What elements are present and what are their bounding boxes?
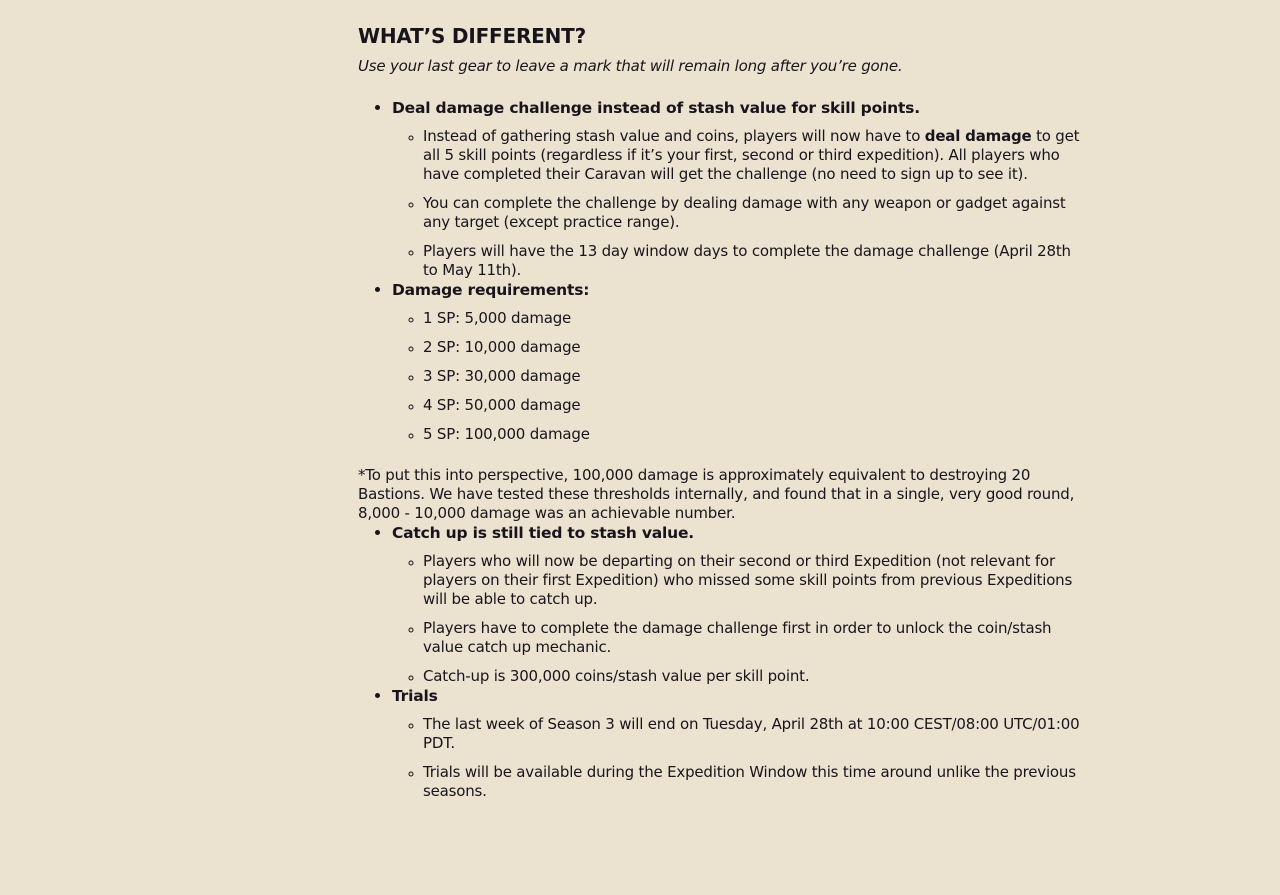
perspective-note: *To put this into perspective, 100,000 damage is approximately equivalent to destroying 20 Bastions. We have tested these thresholds internally, and found that in a single, very good round, 8,000 - 10,000 damage was an achievable number. (358, 466, 1075, 522)
sub-list-item: ◦ 1 SP: 5,000 damage (423, 309, 1083, 328)
sub-list-item: ◦ Players have to complete the damage challenge first in order to unlock the coin/stash value catch up mechanic. (423, 619, 1083, 657)
list-item (392, 98, 1083, 280)
sub-list-item: ◦ The last week of Season 3 will end on Tuesday, April 28th at 10:00 CEST/08:00 UTC/01:00 PDT. (423, 715, 1083, 753)
bullet-heading: • Catch up is still tied to stash value. (392, 524, 694, 542)
sub-list-item: ◦ 5 SP: 100,000 damage (423, 425, 1083, 444)
sub-list-item: ◦ Catch-up is 300,000 coins/stash value per skill point. (423, 667, 1083, 686)
bullet-heading: • Damage requirements: (392, 281, 590, 299)
list-item (392, 280, 1083, 444)
bullet-heading: • Trials (392, 687, 438, 705)
sub-list-item: ◦ Players will have the 13 day window days to complete the damage challenge (April 28th to May 11th). (423, 242, 1083, 280)
sub-list-item: ◦ You can complete the challenge by dealing damage with any weapon or gadget against any target (except practice range). (423, 194, 1083, 232)
sub-list-item: ◦ Players who will now be departing on their second or third Expedition (not relevant for players on their first Expedition) who missed some skill points from previous Expeditions will be able to catch up. (423, 552, 1083, 609)
bullet-list-damage-requirements (358, 280, 1083, 444)
bullet-list-trials (358, 686, 1083, 801)
sub-list-item (423, 127, 1083, 184)
sub-list-item: ◦ 4 SP: 50,000 damage (423, 396, 1083, 415)
list-item (392, 523, 1083, 686)
list-item (392, 686, 1083, 801)
lead-text: Use your last gear to leave a mark that will remain long after you’re gone. (358, 57, 903, 75)
bullet-list-catch-up (358, 523, 1083, 686)
article-body (358, 22, 1083, 801)
sub-list (392, 309, 1083, 444)
sub-list-item: ◦ Trials will be available during the Expedition Window this time around unlike the previous seasons. (423, 763, 1083, 801)
sub-list-item: ◦ 2 SP: 10,000 damage (423, 338, 1083, 357)
sub-list (392, 127, 1083, 280)
bullet-heading: • Deal damage challenge instead of stash value for skill points. (392, 99, 920, 117)
bullet-list-damage-challenge (358, 98, 1083, 280)
sub-list-item: ◦ 3 SP: 30,000 damage (423, 367, 1083, 386)
sub-list (392, 552, 1083, 686)
bold-text: deal damage (924, 127, 1032, 145)
section-heading: WHAT’S DIFFERENT? (358, 24, 587, 48)
text-span: to get all 5 skill points (regardless if it’s your first, second or third expedition). All players who have completed their Caravan will get the challenge (no need to sign up to see it). (423, 127, 1080, 183)
sub-list (392, 715, 1083, 801)
text-span: Instead of gathering stash value and coins, players will now have to (423, 127, 925, 145)
